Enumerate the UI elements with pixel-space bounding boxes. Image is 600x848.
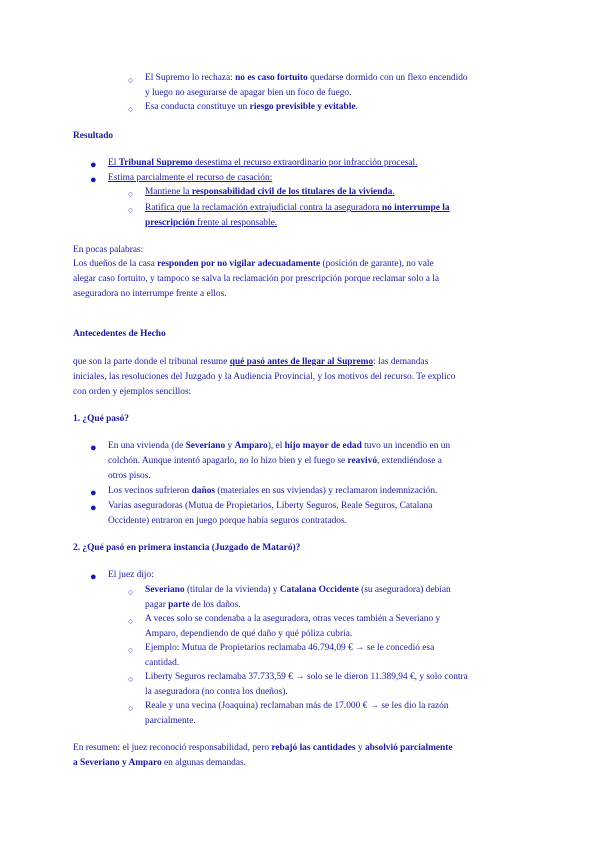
emphasis: qué pasó antes de llegar al Supremo xyxy=(229,357,374,367)
text: (titular de la vivienda) y xyxy=(184,585,280,595)
emphasis: Severiano xyxy=(185,441,226,451)
heading-section-1 xyxy=(73,414,129,424)
text: desestima el recurso extraordinario por infracción procesal. xyxy=(192,158,418,168)
section2-sub-1 xyxy=(145,585,451,595)
resultado-sub-2-line2 xyxy=(145,218,277,228)
text: quedarse dormido con un flexo encendido xyxy=(307,73,468,83)
section2-item-1: El juez dijo: xyxy=(108,570,154,580)
bullet-icon: ● xyxy=(90,502,97,514)
text: (posición de garante), no vale xyxy=(320,259,434,269)
heading-text: 2. ¿Qué pasó en primera instancia (Juzgado de Mataró)? xyxy=(73,543,301,553)
summary-line-1 xyxy=(73,259,434,269)
bullet-icon: ● xyxy=(90,442,97,454)
circle-bullet-icon: ○ xyxy=(128,104,134,114)
top-item-1 xyxy=(145,73,468,83)
text: frente al responsable. xyxy=(194,218,278,228)
section1-item-2 xyxy=(108,486,437,496)
section2-sub-3: Ejemplo: Mutua de Propietarios reclamaba 46.794,09 € → se le concedió esa xyxy=(145,643,435,653)
text: tuvo un incendio en un xyxy=(361,441,451,451)
text: y xyxy=(225,441,235,451)
section1-item-1 xyxy=(108,441,450,451)
top-item-2 xyxy=(145,102,358,112)
emphasis: a Severiano y Amparo xyxy=(73,758,162,768)
text: : las demandas xyxy=(373,357,429,367)
bullet-icon: ● xyxy=(90,174,97,186)
emphasis: absolvió parcialmente xyxy=(364,743,453,753)
emphasis: parte xyxy=(168,600,190,610)
section2-sub-3-line2: cantidad. xyxy=(145,658,180,668)
summary-line-2: alegar caso fortuito, y tampoco se salva la reclamación por prescripción porque reclamar solo a la xyxy=(73,274,439,284)
emphasis: no interrumpe la xyxy=(381,203,450,213)
emphasis: Tribunal Supremo xyxy=(118,158,193,168)
heading-text: Antecedentes de Hecho xyxy=(73,329,166,339)
section1-item-3-line2: Occidente) entraron en juego porque había seguros contratados. xyxy=(108,516,347,526)
antecedentes-line-3: con orden y ejemplos sencillos: xyxy=(73,387,192,397)
circle-bullet-icon: ○ xyxy=(128,674,134,684)
circle-bullet-icon: ○ xyxy=(128,75,134,85)
circle-bullet-icon: ○ xyxy=(128,205,134,215)
text: pagar xyxy=(145,600,169,610)
heading-antecedentes xyxy=(73,329,166,339)
resultado-sub-2 xyxy=(145,203,450,213)
text: en algunas demandas. xyxy=(161,758,246,768)
section2-sub-4-line2: la aseguradora (no contra los dueños). xyxy=(145,687,288,697)
conclusion-line-1 xyxy=(73,743,453,753)
section2-sub-1-line2 xyxy=(145,600,241,610)
heading-section-2 xyxy=(73,543,300,553)
bullet-icon: ● xyxy=(90,159,97,171)
text: que son la parte donde el tribunal resume xyxy=(73,357,230,367)
text: En resumen: el juez reconoció responsabilidad, pero xyxy=(73,743,272,753)
circle-bullet-icon: ○ xyxy=(128,616,134,626)
resultado-sub-1 xyxy=(145,187,395,197)
summary-intro: En pocas palabras: xyxy=(73,245,144,255)
emphasis: no es caso fortuito xyxy=(235,73,308,83)
text: Estima parcialmente el recurso de casación: xyxy=(108,173,273,183)
top-item-1-line2: y luego no asegurarse de apagar bien un foco de fuego. xyxy=(145,88,352,98)
section2-sub-5: Reale y una vecina (Joaquina) reclamaban más de 17.000 € → se les dio la razón xyxy=(145,701,449,711)
emphasis: rebajó las cantidades xyxy=(271,743,356,753)
section1-item-1-line2 xyxy=(108,456,442,466)
heading-resultado xyxy=(73,131,113,141)
text: Mantiene la xyxy=(145,187,192,197)
text: Esa conducta constituye un xyxy=(145,102,250,112)
section1-item-1-line3: otros pisos. xyxy=(108,471,151,481)
antecedentes-line-2: iniciales, las resoluciones del Juzgado y la Audiencia Provincial, y los motivos del recurso. Te explico xyxy=(73,372,456,382)
text: . xyxy=(355,102,358,112)
text: Los dueños de la casa xyxy=(73,259,158,269)
emphasis: Catalana Occidente xyxy=(279,585,359,595)
section1-item-3: Varias aseguradoras (Mutua de Propietarios, Liberty Seguros, Reale Seguros, Catalana xyxy=(108,501,433,511)
bullet-icon: ● xyxy=(90,487,97,499)
bullet-icon: ● xyxy=(90,571,97,583)
section2-sub-2-line2: Amparo, dependiendo de qué daño y qué póliza cubría. xyxy=(145,629,353,639)
emphasis: reavivó xyxy=(347,456,378,466)
heading-text: 1. ¿Qué pasó? xyxy=(73,414,129,424)
circle-bullet-icon: ○ xyxy=(128,645,134,655)
circle-bullet-icon: ○ xyxy=(128,703,134,713)
heading-text: Resultado xyxy=(73,131,114,141)
summary-line-3: aseguradora no interrumpe frente a ellos. xyxy=(73,289,227,299)
emphasis: responsabilidad civil de los titulares de la vivienda xyxy=(191,187,393,197)
text: y xyxy=(355,743,365,753)
circle-bullet-icon: ○ xyxy=(128,587,134,597)
emphasis: responden por no vigilar adecuadamente xyxy=(157,259,321,269)
text: Los vecinos sufrieron xyxy=(108,486,192,496)
conclusion-line-2 xyxy=(73,758,246,768)
text: . xyxy=(392,187,395,197)
text: , extendiéndose a xyxy=(377,456,442,466)
text: En una vivienda (de xyxy=(108,441,186,451)
circle-bullet-icon: ○ xyxy=(128,189,134,199)
text: de los daños. xyxy=(189,600,241,610)
section2-sub-2: A veces solo se condenaba a la aseguradora, otras veces también a Severiano y xyxy=(145,614,441,624)
antecedentes-line-1 xyxy=(73,357,428,367)
text: ), el xyxy=(267,441,285,451)
text: (su aseguradora) debían xyxy=(358,585,451,595)
section2-sub-4: Liberty Seguros reclamaba 37.733,59 € → solo se le dieron 11.389,94 €, y solo contra xyxy=(145,672,468,682)
text: colchón. Aunque intentó apagarlo, no lo hizo bien y el fuego se xyxy=(108,456,348,466)
text: El Supremo lo rechaza: xyxy=(145,73,236,83)
emphasis: prescripción xyxy=(145,218,195,228)
text: (materiales en sus viviendas) y reclamaron indemnización. xyxy=(215,486,438,496)
text: Ratifica que la reclamación extrajudicial contra la aseguradora xyxy=(145,203,382,213)
emphasis: hijo mayor de edad xyxy=(284,441,362,451)
text: El xyxy=(108,158,119,168)
emphasis: Amparo xyxy=(234,441,268,451)
emphasis: daños xyxy=(191,486,216,496)
resultado-item-1 xyxy=(108,158,418,168)
emphasis: Severiano xyxy=(145,585,185,595)
resultado-item-2 xyxy=(108,173,272,183)
section2-sub-5-line2: parcialmente. xyxy=(145,716,196,726)
emphasis: riesgo previsible y evitable xyxy=(249,102,356,112)
